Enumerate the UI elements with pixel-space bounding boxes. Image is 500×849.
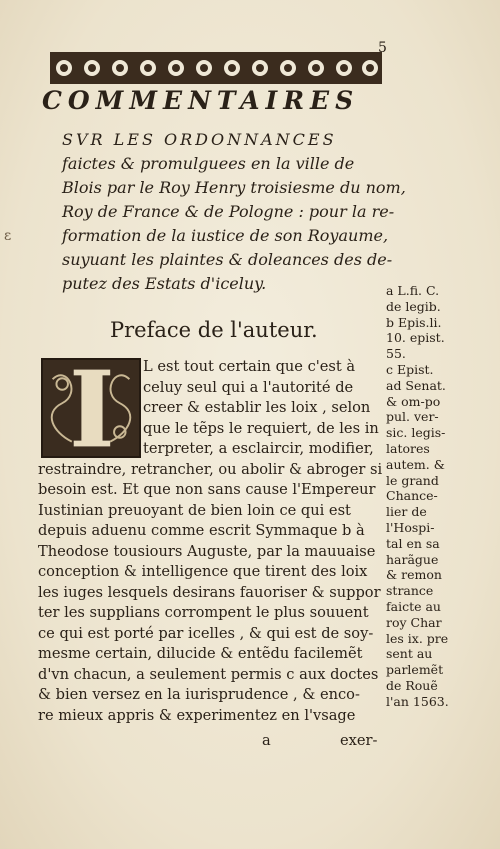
body-line: ter les supplians corrompent le plus souuent — [38, 604, 369, 621]
body-line: les iuges lesquels desirans fauoriser & suppor — [38, 583, 381, 601]
side-note: les ix. pre — [386, 630, 449, 646]
subtitle-line: Blois par le Roy Henry troisiesme du nom, — [62, 178, 406, 197]
section-heading: Preface de l'auteur. — [110, 318, 318, 342]
body-line: Theodose tousiours Auguste, par la mauuaise — [38, 542, 376, 560]
body-line: creer & establir les loix , selon — [143, 399, 371, 416]
side-note: 55. — [386, 346, 406, 362]
side-note: de Rouẽ — [386, 677, 438, 693]
side-note: harãgue — [386, 551, 439, 567]
side-note: & om-po — [386, 393, 441, 409]
side-note: ad Senat. — [386, 377, 446, 393]
page-title: COMMENTAIRES — [42, 86, 360, 115]
side-note: pul. ver- — [386, 409, 439, 425]
side-note: a L.fi. C. — [386, 283, 440, 298]
side-note: tal en sa — [386, 535, 440, 551]
subtitle — [62, 128, 406, 296]
body-line: terpreter, a esclaircir, modifier, — [143, 440, 374, 457]
catchword: exer- — [340, 732, 378, 749]
body-line: L est tout certain que c'est à — [143, 358, 356, 375]
body-line: conception & intelligence que tirent des loix — [38, 563, 368, 580]
side-note: strance — [386, 583, 434, 599]
ornament-band-icon — [50, 48, 382, 88]
body-line: besoin est. Et que non sans cause l'Empereur — [38, 481, 376, 498]
side-note: 10. epist. — [386, 330, 445, 346]
body-line: restraindre, retrancher, ou abolir & abroger si — [38, 460, 383, 478]
subtitle-line: putez des Estats d'iceluy. — [62, 274, 267, 293]
margin-mark: ɛ — [4, 228, 12, 244]
side-note: latores — [386, 440, 430, 456]
side-note: lier de — [386, 504, 427, 520]
side-note: sent au — [386, 646, 433, 662]
body-line: & bien versez en la iurisprudence , & enco- — [38, 686, 360, 703]
subtitle-line: faictes & promulguees en la ville de — [62, 154, 355, 173]
body-line: Iustinian preuoyant de bien loin ce qui est — [38, 501, 351, 519]
side-note: & remon — [386, 567, 442, 583]
body-line: mesme certain, dilucide & entẽdu facilemẽt — [38, 645, 363, 662]
body-line: re mieux appris & experimentez en l'vsage — [38, 706, 356, 724]
side-note: Chance- — [386, 488, 438, 504]
body-line: que le tẽps le requiert, de les in — [143, 419, 379, 437]
page-mark: 5 — [378, 40, 387, 56]
side-note: parlemẽt — [386, 662, 444, 678]
side-note: autem. & — [386, 456, 445, 472]
body-line: celuy seul qui a l'autorité de — [143, 378, 354, 396]
subtitle-line: SVR LES ORDONNANCES — [62, 130, 337, 149]
marginal-notes — [386, 283, 456, 710]
subtitle-line: Roy de France & de Pologne : pour la re- — [62, 202, 395, 221]
side-note: le grand — [386, 472, 439, 488]
body-line: ce qui est porté par icelles , & qui est de soy- — [38, 624, 374, 642]
side-note: b Epis.li. — [386, 314, 442, 330]
side-note: l'Hospi- — [386, 519, 435, 535]
side-note: sic. legis- — [386, 425, 446, 441]
subtitle-line: formation de la iustice de son Royaume, — [62, 226, 389, 245]
side-note: c Epist. — [386, 361, 434, 377]
body-line: depuis aduenu comme escrit Symmaque b à — [38, 522, 365, 539]
body-text — [38, 357, 381, 726]
side-note: faicte au — [386, 598, 441, 614]
side-note: roy Char — [386, 614, 442, 630]
body-line: d'vn chacun, a seulement permis c aux doctes — [38, 665, 379, 683]
side-note: l'an 1563. — [386, 693, 449, 709]
signature-mark: a — [262, 732, 271, 749]
side-note: de legib. — [386, 298, 441, 314]
subtitle-line: suyuant les plaintes & doleances des de- — [62, 250, 393, 269]
